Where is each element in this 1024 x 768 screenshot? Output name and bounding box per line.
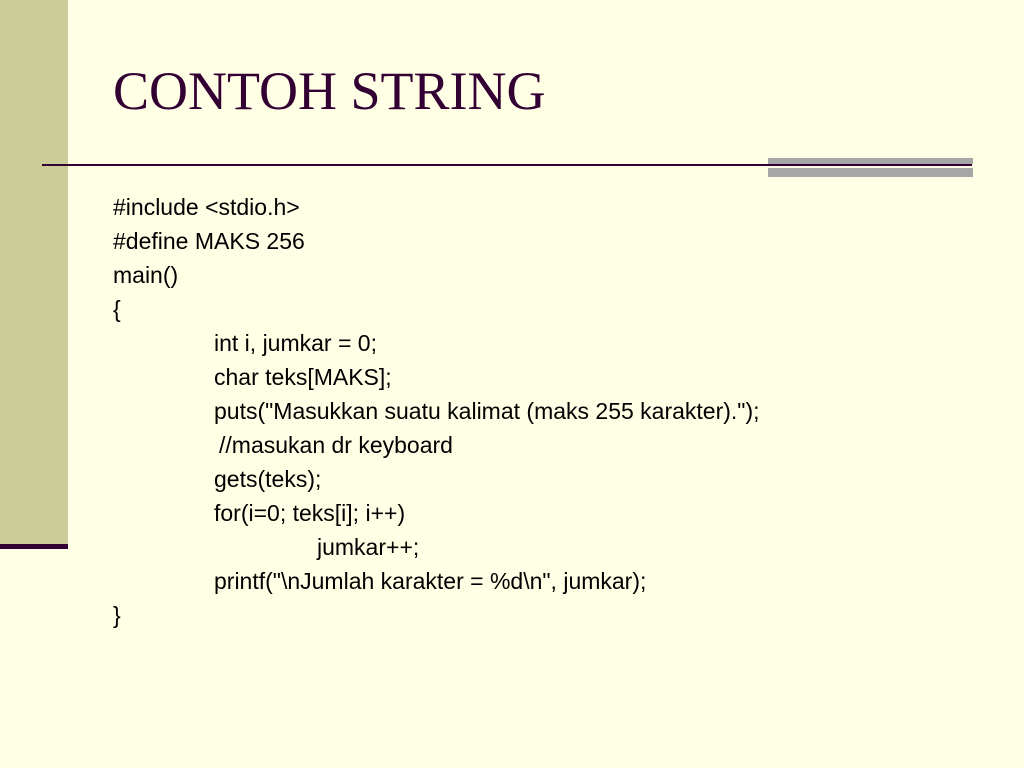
code-line: { xyxy=(113,296,121,322)
slide-title: CONTOH STRING xyxy=(113,61,546,121)
side-bar-accent-line xyxy=(0,544,68,549)
code-line: main() xyxy=(113,262,179,288)
code-line: jumkar++; xyxy=(317,534,420,560)
title-underline-accent xyxy=(768,158,973,179)
code-line: //masukan dr keyboard xyxy=(219,432,453,458)
code-line: } xyxy=(113,602,121,628)
side-bar-decoration xyxy=(0,0,68,546)
code-line: gets(teks); xyxy=(214,466,322,492)
code-listing xyxy=(113,190,760,632)
code-line: #include <stdio.h> xyxy=(113,194,300,220)
code-line: char teks[MAKS]; xyxy=(214,364,392,390)
code-line: printf("\nJumlah karakter = %d\n", jumkar); xyxy=(214,568,647,594)
accent-stripe-top xyxy=(768,158,973,164)
code-line: #define MAKS 256 xyxy=(113,228,305,254)
code-line: for(i=0; teks[i]; i++) xyxy=(214,500,406,526)
accent-stripe-bottom xyxy=(768,168,973,177)
code-line: puts("Masukkan suatu kalimat (maks 255 karakter)."); xyxy=(214,398,760,424)
code-line: int i, jumkar = 0; xyxy=(214,330,377,356)
